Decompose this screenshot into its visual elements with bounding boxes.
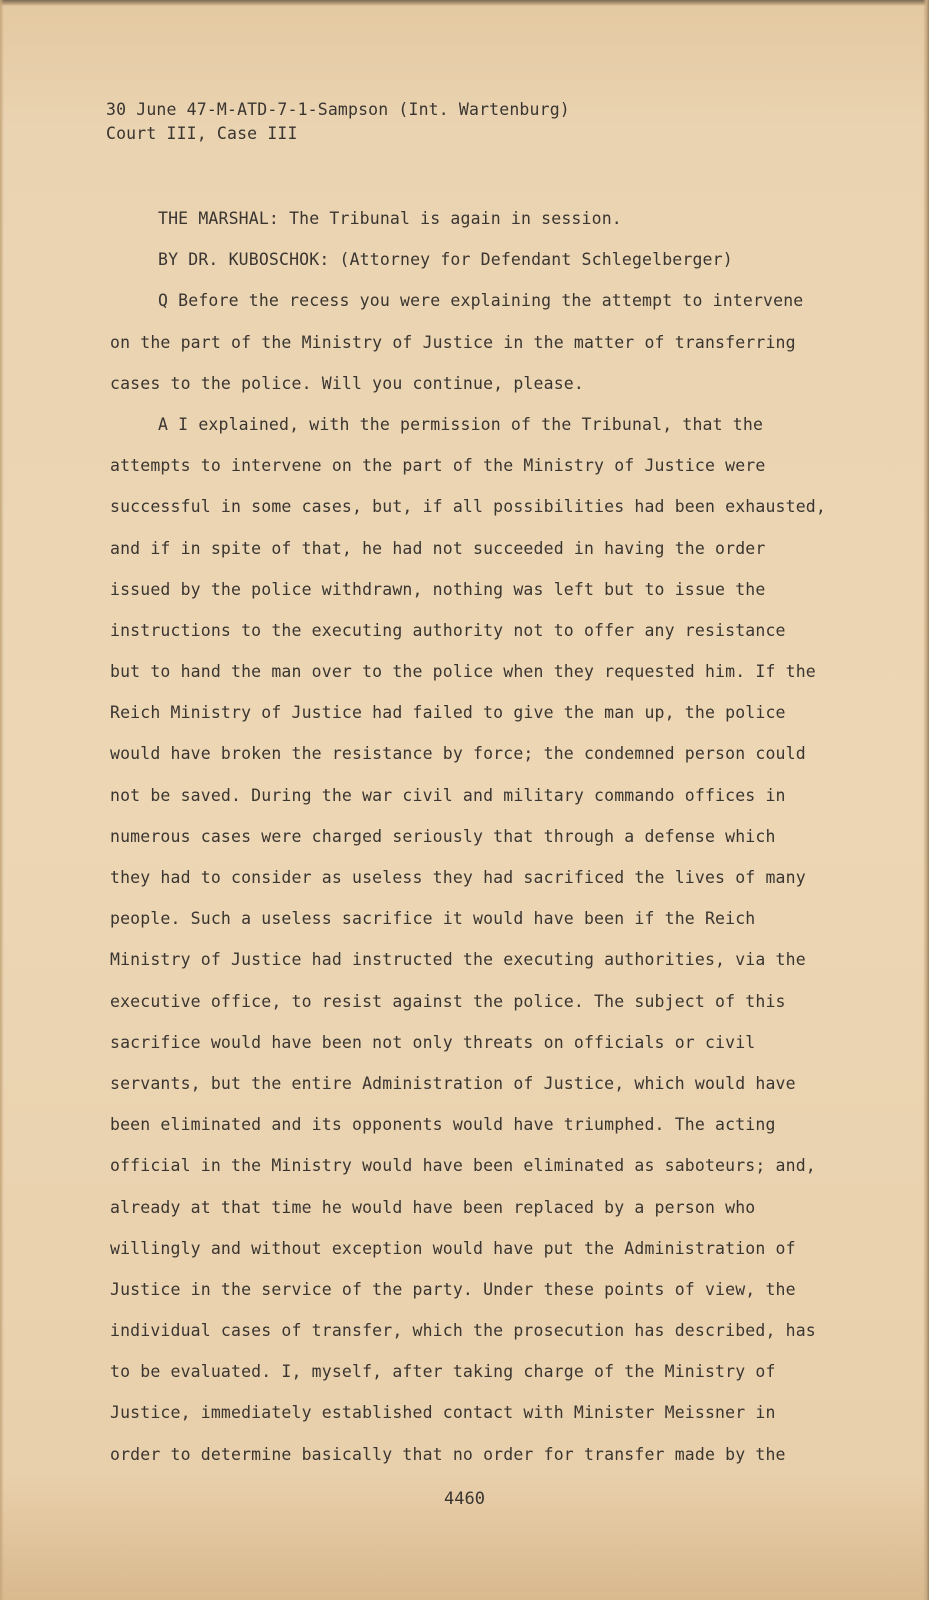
transcript-line: numerous cases were charged seriously that through a defense which [110,826,776,846]
transcript-line: Reich Ministry of Justice had failed to give the man up, the police [110,703,786,723]
transcript-line: people. Such a useless sacrifice it would have been if the Reich [110,909,756,929]
page-number: 4460 [444,1489,485,1509]
transcript-line: been eliminated and its opponents would have triumphed. The acting [110,1115,776,1135]
transcript-line: A I explained, with the permission of the Tribunal, that the [158,414,764,434]
transcript-line: BY DR. KUBOSCHOK: (Attorney for Defendant Schlegelberger) [158,250,733,270]
transcript-line: successful in some cases, but, if all possibilities had been exhausted, [110,497,826,517]
transcript-line: Q Before the recess you were explaining the attempt to intervene [158,291,804,311]
transcript-line: attempts to intervene on the part of the Ministry of Justice were [110,456,766,476]
transcript-line: individual cases of transfer, which the prosecution has described, has [110,1321,816,1341]
transcript-line: sacrifice would have been not only threats on officials or civil [110,1032,756,1052]
transcript-line: instructions to the executing authority not to offer any resistance [110,620,786,640]
transcript-line: already at that time he would have been replaced by a person who [110,1197,756,1217]
transcript-line: issued by the police withdrawn, nothing was left but to issue the [110,579,766,599]
transcript-line: and if in spite of that, he had not succeeded in having the order [110,538,766,558]
header-session-line: 30 June 47-M-ATD-7-1-Sampson (Int. Wartenburg) [106,100,570,119]
transcript-line: executive office, to resist against the police. The subject of this [110,991,786,1011]
transcript-line: they had to consider as useless they had sacrificed the lives of many [110,868,806,887]
transcript-line: Ministry of Justice had instructed the executing authorities, via the [110,950,806,970]
transcript-line: would have broken the resistance by force; the condemned person could [110,744,806,764]
page-left-edge [0,0,4,1600]
transcript-line: Justice, immediately established contact with Minister Meissner in [110,1403,776,1423]
transcript-line: to be evaluated. I, myself, after taking charge of the Ministry of [110,1362,776,1382]
transcript-header [106,98,570,146]
transcript-line: servants, but the entire Administration of Justice, which would have [110,1073,796,1093]
page-right-edge [923,0,929,1600]
transcript-line: on the part of the Ministry of Justice in the matter of transferring [110,332,796,352]
transcript-line: but to hand the man over to the police when they requested him. If the [110,662,816,682]
transcript-line: order to determine basically that no order for transfer made by the [110,1444,786,1464]
transcript-body [110,198,870,1475]
page-top-edge [0,0,929,6]
transcript-line: official in the Ministry would have been eliminated as saboteurs; and, [110,1156,816,1176]
header-court-line: Court III, Case III [106,124,298,143]
transcript-line: THE MARSHAL: The Tribunal is again in session. [158,209,622,228]
transcript-line: Justice in the service of the party. Under these points of view, the [110,1279,796,1299]
transcript-line: cases to the police. Will you continue, please. [110,373,584,393]
transcript-line: not be saved. During the war civil and military commando offices in [110,785,786,805]
transcript-line: willingly and without exception would have put the Administration of [110,1238,796,1258]
